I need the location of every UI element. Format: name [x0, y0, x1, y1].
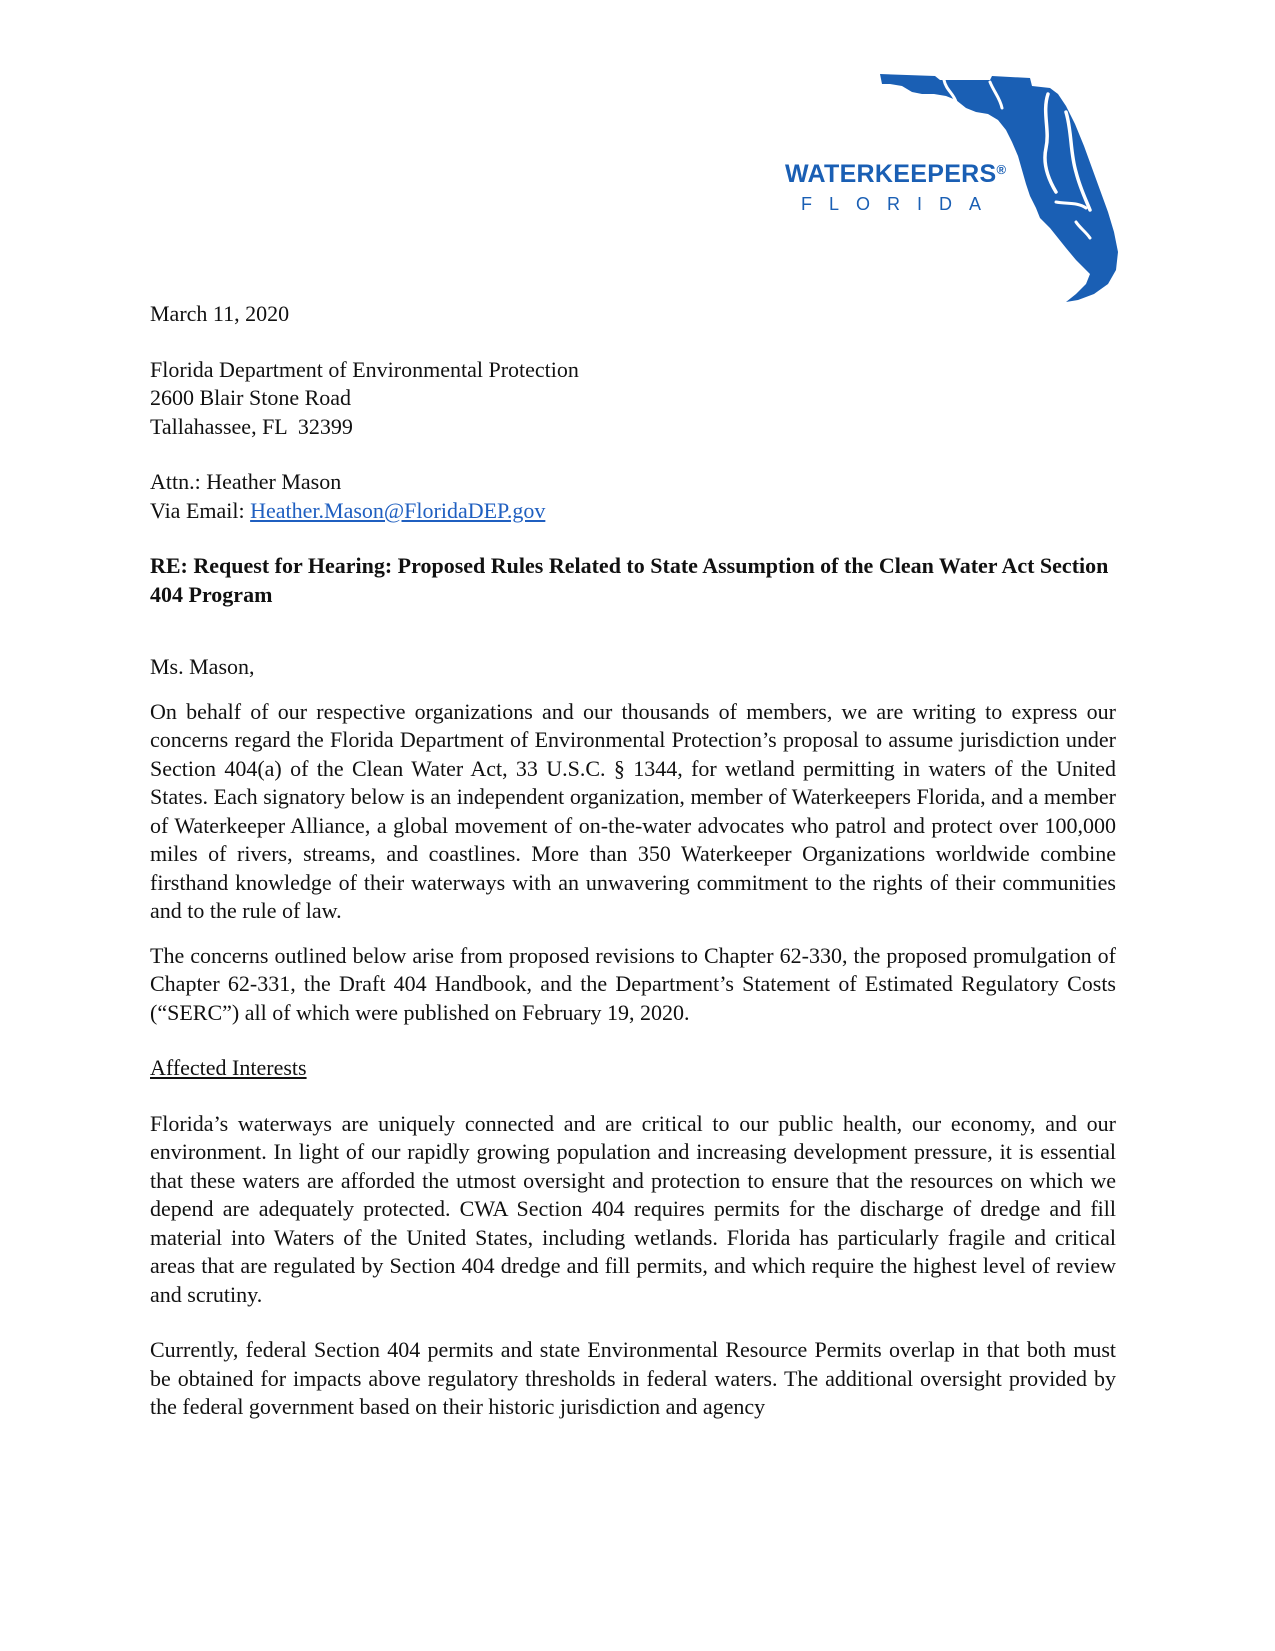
- email-link[interactable]: Heather.Mason@FloridaDEP.gov: [250, 497, 546, 523]
- email-line: [150, 497, 1116, 526]
- recipient-street: 2600 Blair Stone Road: [150, 385, 352, 410]
- letter-date: March 11, 2020: [150, 301, 290, 326]
- body-paragraph: On behalf of our respective organizations and our thousands of members, we are writing to express our concerns regard the Florida Department of Environmental Protection’s proposal to assume jurisdiction under Section 404(a) of the Clean Water Act, 33 U.S.C. § 1344, for wetland permitting in waters of the United States. Each signatory below is an independent organization, member of Waterkeepers Florida, and a member of Waterkeeper Alliance, a global movement of on-the-water advocates who patrol and protect over 100,000 miles of rivers, streams, and coastlines. More than 350 Waterkeeper Organizations worldwide combine firsthand knowledge of their waterways with an unwavering commitment to the rights of their communities and to the rule of law.: [150, 698, 1116, 923]
- waterkeepers-florida-logo: [785, 72, 1125, 307]
- recipient-city: Tallahassee, FL 32399: [150, 413, 353, 439]
- email-prefix: Via Email:: [150, 497, 251, 523]
- logo-wordmark: WATERKEEPERS®: [785, 160, 1007, 188]
- attention-block: [150, 468, 1116, 525]
- logo-subtitle: FLORIDA: [801, 194, 999, 214]
- section-paragraph: Florida’s waterways are uniquely connected and are critical to our public health, our economy, and our environment. In light of our rapidly growing population and increasing development pressure, it is essential that these waters are afforded the utmost oversight and protection to ensure that the resources on which we depend are adequately protected. CWA Section 404 requires permits for the discharge of dredge and fill material into Waters of the United States, including wetlands. Florida has particularly fragile and critical areas that are regulated by Section 404 dredge and fill permits, and which require the highest level of review and scrutiny.: [150, 1110, 1116, 1307]
- subject-line: RE: Request for Hearing: Proposed Rules Related to State Assumption of the Clean Water Act Section 404 Program: [150, 553, 1109, 607]
- florida-map-icon: [880, 72, 1125, 307]
- section-paragraph: Currently, federal Section 404 permits and state Environmental Resource Permits overlap in that both must be obtained for impacts above regulatory thresholds in federal waters. The additional oversight provided by the federal government based on their historic jurisdiction and agency: [150, 1337, 1116, 1419]
- recipient-address: [150, 356, 1116, 442]
- attention-line: Attn.: Heather Mason: [150, 469, 342, 494]
- letter-body: [150, 300, 1116, 1449]
- body-paragraph: The concerns outlined below arise from proposed revisions to Chapter 62-330, the proposed promulgation of Chapter 62-331, the Draft 404 Handbook, and the Department’s Statement of Estimated Regulatory Costs (“SERC”) all of which were published on February 19, 2020.: [150, 942, 1116, 1025]
- recipient-organization: Florida Department of Environmental Protection: [150, 356, 579, 382]
- salutation: Ms. Mason,: [150, 654, 255, 679]
- section-heading: Affected Interests: [150, 1055, 307, 1080]
